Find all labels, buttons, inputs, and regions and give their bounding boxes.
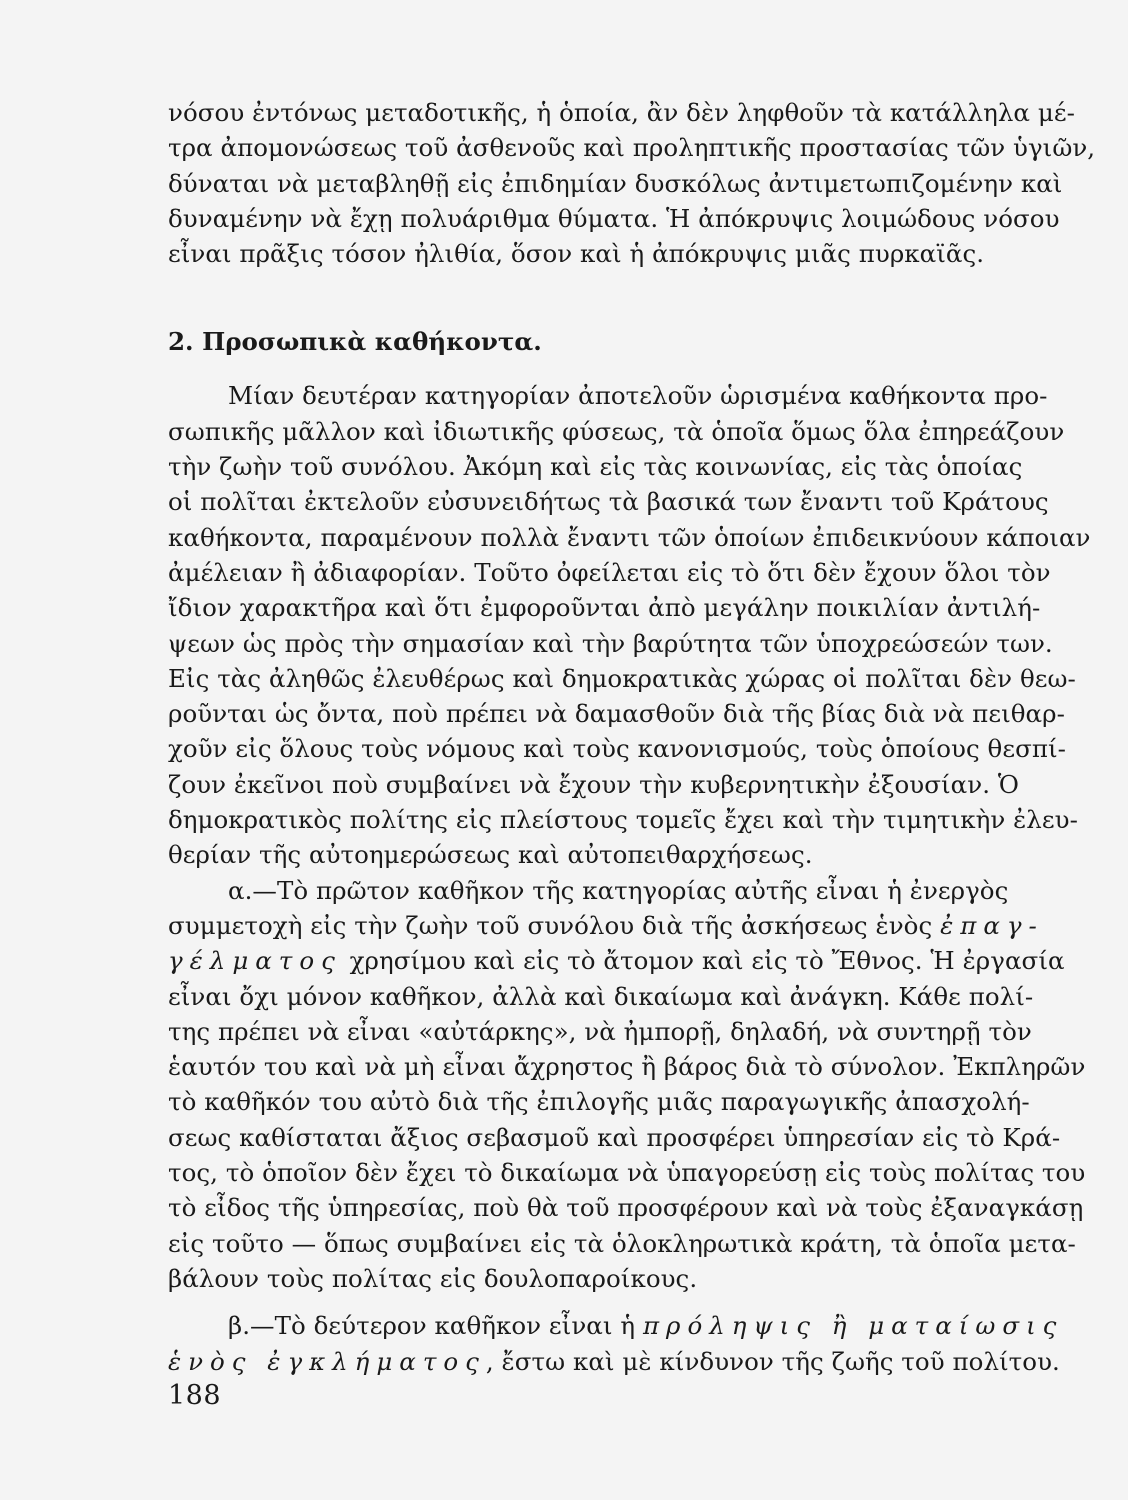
spaced-emphasis: ἐπαγ- <box>940 910 1044 940</box>
section-paragraph <box>168 378 1091 872</box>
text-line: Εἰς τὰς ἀληθῶς ἐλευθέρως καὶ δημοκρατικὰς χώρας οἱ πολῖται δὲν θεω- <box>168 663 1076 693</box>
text-line <box>168 943 1065 978</box>
page-number: 188 <box>168 1380 222 1411</box>
text-line: εἶναι ὄχι μόνον καθῆκον, ἀλλὰ καὶ δικαίωμα καὶ ἀνάγκη. Κάθε πολί- <box>168 981 1034 1011</box>
point-beta-paragraph <box>168 1308 1064 1379</box>
text-line <box>168 1308 1064 1343</box>
text-line: τὴν ζωὴν τοῦ συνόλου. Ἀκόμη καὶ εἰς τὰς κοινωνίας, εἰς τὰς ὁποίας <box>168 452 1023 482</box>
text-line: ἑαυτόν του καὶ νὰ μὴ εἶναι ἄχρηστος ἢ βάρος διὰ τὸ σύνολον. Ἐκπληρῶν <box>168 1052 1086 1082</box>
text-line: α.—Τὸ πρῶτον καθῆκον τῆς κατηγορίας αὐτῆς εἶναι ἡ ἐνεργὸς <box>228 875 1009 905</box>
text-line: εἶναι πρᾶξις τόσον ἠλιθία, ὅσον καὶ ἡ ἀπόκρυψις μιᾶς πυρκαϊᾶς. <box>168 239 985 269</box>
text-run: συμμετοχὴ εἰς τὴν ζωὴν τοῦ συνόλου διὰ τῆς ἀσκήσεως ἑνὸς <box>168 910 941 940</box>
text-line: ροῦνται ὡς ὄντα, ποὺ πρέπει νὰ δαμασθοῦν διὰ τῆς βίας διὰ νὰ πειθαρ- <box>168 699 1065 729</box>
spaced-emphasis: πρόληψις ἢ ματαίωσις <box>642 1311 1064 1341</box>
text-line: ζουν ἐκεῖνοι ποὺ συμβαίνει νὰ ἔχουν τὴν κυβερνητικὴν ἐξουσίαν. Ὁ <box>168 769 1019 799</box>
text-line: ἴδιον χαρακτῆρα καὶ ὅτι ἐμφοροῦνται ἀπὸ μεγάλην ποικιλίαν ἀντιλή- <box>168 593 1041 623</box>
text-line: δημοκρατικὸς πολίτης εἰς πλείστους τομεῖς ἔχει καὶ τὴν τιμητικὴν ἐλευ- <box>168 805 1078 835</box>
text-line: τὸ καθῆκόν του αὐτὸ διὰ τῆς ἐπιλογῆς μιᾶς παραγωγικῆς ἀπασχολή- <box>168 1087 1030 1117</box>
text-line: τρα ἀπομονώσεως τοῦ ἀσθενοῦς καὶ προληπτικῆς προστασίας τῶν ὑγιῶν, <box>168 133 1096 163</box>
text-run: , ἔστω καὶ μὲ κίνδυνον τῆς ζωῆς τοῦ πολίτου. <box>485 1346 1060 1376</box>
text-line <box>168 908 1044 943</box>
text-line: τος, τὸ ὁποῖον δὲν ἔχει τὸ δικαίωμα νὰ ὑπαγορεύσῃ εἰς τοὺς πολίτας του <box>168 1158 1086 1188</box>
section-heading: 2. Προσωπικὰ καθήκοντα. <box>168 327 542 357</box>
text-line: χοῦν εἰς ὅλους τοὺς νόμους καὶ τοὺς κανονισμούς, τοὺς ὁποίους θεσπί- <box>168 734 1067 764</box>
text-line: ἀμέλειαν ἢ ἀδιαφορίαν. Τοῦτο ὀφείλεται εἰς τὸ ὅτι δὲν ἔχουν ὅλοι τὸν <box>168 557 1051 587</box>
text-line: βάλουν τοὺς πολίτας εἰς δουλοπαροίκους. <box>168 1263 698 1293</box>
opening-paragraph <box>168 95 1096 271</box>
text-line: σεως καθίσταται ἄξιος σεβασμοῦ καὶ προσφέρει ὑπηρεσίαν εἰς τὸ Κρά- <box>168 1122 1061 1152</box>
text-line: οἱ πολῖται ἐκτελοῦν εὐσυνειδήτως τὰ βασικά των ἔναντι τοῦ Κράτους <box>168 487 1049 517</box>
text-line: τὸ εἶδος τῆς ὑπηρεσίας, ποὺ θὰ τοῦ προσφέρουν καὶ νὰ τοὺς ἐξαναγκάσῃ <box>168 1193 1084 1223</box>
text-line: σωπικῆς μᾶλλον καὶ ἰδιωτικῆς φύσεως, τὰ ὁποῖα ὅμως ὅλα ἐπηρεάζουν <box>168 416 1065 446</box>
text-line: δύναται νὰ μεταβληθῇ εἰς ἐπιδημίαν δυσκόλως ἀντιμετωπιζομένην καὶ <box>168 168 1063 198</box>
point-alpha-paragraph <box>168 873 1086 1297</box>
text-run: χρησίμου καὶ εἰς τὸ ἄτομον καὶ εἰς τὸ Ἔθνος. Ἡ ἐργασία <box>341 946 1065 976</box>
spaced-emphasis: γέλματος <box>168 946 342 976</box>
text-line: θερίαν τῆς αὐτοημερώσεως καὶ αὐτοπειθαρχήσεως. <box>168 840 813 870</box>
text-line: νόσου ἐντόνως μεταδοτικῆς, ἡ ὁποία, ἂν δὲν ληφθοῦν τὰ κατάλληλα μέ- <box>168 98 1075 127</box>
spaced-emphasis: ἑνὸς ἐγκλήματος <box>168 1346 486 1376</box>
text-line <box>168 1344 1060 1379</box>
text-line: ψεων ὡς πρὸς τὴν σημασίαν καὶ τὴν βαρύτητα τῶν ὑποχρεώσεών των. <box>168 628 1053 658</box>
paragraph-gap <box>168 1296 1008 1308</box>
text-line: εἰς τοῦτο — ὅπως συμβαίνει εἰς τὰ ὁλοκληρωτικὰ κράτη, τὰ ὁποῖα μετα- <box>168 1228 1076 1258</box>
page-text <box>168 95 1096 1379</box>
text-run: β.—Τὸ δεύτερον καθῆκον εἶναι ἡ <box>228 1311 643 1341</box>
text-line: καθήκοντα, παραμένουν πολλὰ ἔναντι τῶν ὁποίων ἐπιδεικνύουν κάποιαν <box>168 522 1091 552</box>
text-line: δυναμένην νὰ ἔχῃ πολυάριθμα θύματα. Ἡ ἀπόκρυψις λοιμώδους νόσου <box>168 203 1060 233</box>
text-line: της πρέπει νὰ εἶναι «αὐτάρκης», νὰ ἠμπορῇ, δηλαδή, νὰ συντηρῇ τὸν <box>168 1016 1032 1046</box>
text-line: Μίαν δευτέραν κατηγορίαν ἀποτελοῦν ὡρισμένα καθήκοντα προ- <box>228 381 1048 411</box>
